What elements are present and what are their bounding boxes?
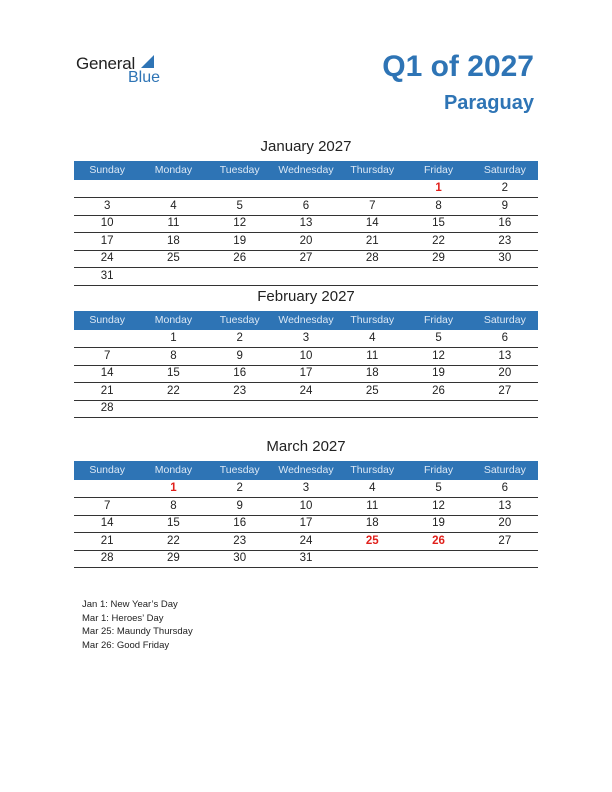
day-cell [405, 550, 471, 567]
week-row [74, 550, 538, 568]
day-cell: 12 [233, 217, 247, 229]
holiday-item: Jan 1: New Year’s Day [82, 599, 178, 610]
day-cell [339, 180, 405, 197]
day-cell: 10 [299, 499, 313, 512]
day-cell: 21 [100, 384, 114, 397]
day-cell: 5 [435, 482, 442, 494]
day-cell: 6 [501, 482, 509, 494]
day-cell: 23 [498, 234, 512, 247]
holiday-date: 1 [435, 182, 442, 194]
day-cell: 31 [299, 552, 313, 564]
weekday-label: Wednesday [278, 464, 334, 476]
day-cell [74, 330, 140, 347]
day-cell: 18 [365, 517, 379, 529]
day-cell: 24 [100, 252, 114, 264]
day-cell [74, 480, 140, 497]
week-row [74, 515, 538, 533]
day-cell: 29 [432, 252, 445, 264]
page-title: Q1 of 2027 [382, 50, 534, 83]
day-cell [472, 550, 538, 567]
week-row [74, 180, 538, 198]
day-cell: 13 [498, 499, 512, 512]
day-cell: 11 [366, 349, 379, 362]
day-cell: 27 [299, 252, 313, 264]
holiday-list [82, 598, 193, 652]
day-cell: 13 [498, 349, 512, 362]
weekday-label: Tuesday [219, 464, 260, 476]
day-cell: 2 [236, 332, 243, 344]
weekday-label: Friday [423, 464, 454, 476]
day-cell: 2 [236, 482, 243, 494]
week-row [74, 330, 538, 348]
day-cell: 27 [498, 534, 512, 547]
day-cell [140, 400, 206, 417]
week-row [74, 250, 538, 268]
day-cell: 31 [100, 269, 114, 282]
day-cell: 3 [302, 332, 310, 344]
day-cell: 22 [432, 234, 445, 247]
day-cell: 17 [299, 367, 313, 379]
day-cell: 23 [233, 384, 247, 397]
day-cell: 15 [432, 217, 445, 229]
weekday-label: Tuesday [219, 164, 260, 176]
day-cell: 24 [299, 534, 313, 547]
country-name: Paraguay [443, 92, 534, 114]
logo-triangle-icon [141, 55, 154, 68]
day-cell: 3 [103, 199, 111, 212]
day-cell: 20 [498, 367, 512, 379]
day-cell: 24 [299, 384, 313, 397]
weekday-label: Saturday [483, 464, 526, 476]
day-cell: 1 [170, 332, 177, 344]
day-cell: 19 [432, 367, 445, 379]
day-cell: 28 [100, 402, 114, 414]
day-cell: 9 [236, 499, 243, 512]
day-cell: 14 [100, 517, 114, 529]
weekday-header [74, 161, 538, 180]
day-cell: 16 [233, 517, 247, 529]
day-cell: 8 [170, 499, 177, 512]
day-cell: 14 [100, 367, 114, 379]
weekday-label: Tuesday [219, 314, 260, 326]
logo [76, 54, 196, 88]
day-cell: 12 [432, 349, 445, 362]
day-cell [273, 180, 339, 197]
day-cell: 7 [103, 349, 111, 362]
day-cell: 20 [299, 234, 313, 247]
weekday-label: Monday [154, 464, 193, 476]
logo-general-text: General [76, 54, 136, 73]
day-cell [140, 180, 206, 197]
day-cell: 30 [498, 252, 512, 264]
day-cell: 11 [366, 499, 379, 512]
week-row [74, 383, 538, 401]
day-cell: 27 [498, 384, 512, 397]
holiday-date: 1 [170, 482, 177, 494]
day-cell: 22 [167, 534, 180, 547]
day-cell: 5 [435, 332, 442, 344]
week-row [74, 348, 538, 366]
weekday-header [74, 311, 538, 330]
day-cell: 8 [435, 199, 442, 212]
weekday-label: Saturday [483, 314, 526, 326]
day-cell: 10 [100, 217, 114, 229]
holiday-item: Mar 26: Good Friday [82, 639, 170, 651]
weekday-label: Sunday [89, 164, 125, 176]
day-cell: 25 [167, 252, 180, 264]
day-cell: 19 [432, 517, 445, 529]
day-cell: 5 [236, 199, 243, 212]
day-cell: 2 [501, 182, 509, 194]
day-cell: 29 [167, 552, 180, 564]
logo-blue-text: Blue [128, 69, 161, 86]
day-cell: 21 [365, 234, 379, 247]
day-cell: 15 [167, 517, 180, 529]
weekday-label: Friday [423, 164, 454, 176]
weekday-label: Friday [423, 314, 454, 326]
holiday-item: Mar 25: Maundy Thursday [82, 626, 193, 637]
weekday-header [74, 461, 538, 480]
weekday-label: Sunday [89, 314, 125, 326]
day-cell [273, 268, 339, 285]
day-cell [339, 400, 405, 417]
day-cell: 3 [302, 482, 310, 494]
week-row [74, 233, 538, 251]
day-cell: 10 [299, 349, 313, 362]
day-cell: 16 [498, 217, 512, 229]
weekday-label: Monday [154, 314, 193, 326]
day-cell [207, 180, 273, 197]
holiday-item: Mar 1: Heroes’ Day [82, 612, 164, 624]
day-cell: 6 [302, 199, 310, 212]
day-cell: 18 [167, 234, 180, 247]
week-row [74, 268, 538, 286]
day-cell: 14 [365, 217, 379, 229]
day-cell: 16 [233, 367, 247, 379]
day-cell: 17 [100, 234, 114, 247]
day-cell: 26 [432, 384, 445, 397]
day-cell: 28 [100, 552, 114, 564]
day-cell: 23 [233, 534, 247, 547]
day-cell: 26 [233, 252, 247, 264]
weekday-label: Thursday [350, 464, 395, 476]
week-row [74, 198, 538, 216]
weekday-label: Wednesday [278, 164, 334, 176]
day-cell: 18 [365, 367, 379, 379]
day-cell: 6 [501, 332, 509, 344]
holiday-date: 26 [432, 534, 445, 547]
day-cell: 22 [167, 384, 180, 397]
day-cell: 9 [501, 199, 509, 212]
day-cell [140, 268, 206, 285]
day-cell [472, 400, 538, 417]
day-cell: 19 [233, 234, 247, 247]
week-row [74, 533, 538, 551]
day-cell: 4 [369, 332, 376, 344]
day-cell [405, 400, 471, 417]
weekday-label: Wednesday [278, 314, 334, 326]
day-cell: 8 [170, 349, 177, 362]
holiday-date: 25 [365, 534, 379, 547]
day-cell: 9 [236, 349, 243, 362]
day-cell [339, 550, 405, 567]
day-cell: 4 [369, 482, 376, 494]
day-cell [339, 268, 405, 285]
weekday-label: Thursday [350, 314, 395, 326]
month-title: January 2027 [260, 138, 352, 155]
weekday-label: Saturday [483, 164, 526, 176]
weekday-label: Monday [154, 164, 193, 176]
day-cell: 28 [365, 252, 379, 264]
day-cell [405, 268, 471, 285]
day-cell: 30 [233, 552, 247, 564]
day-cell [207, 400, 273, 417]
week-row [74, 215, 538, 233]
week-row [74, 498, 538, 516]
day-cell: 25 [365, 384, 379, 397]
day-cell: 12 [432, 499, 445, 512]
day-cell [472, 268, 538, 285]
week-row [74, 400, 538, 418]
month-title: March 2027 [266, 438, 346, 455]
day-cell [273, 400, 339, 417]
day-cell: 11 [167, 217, 180, 229]
week-row [74, 365, 538, 383]
weekday-label: Thursday [350, 164, 395, 176]
day-cell: 7 [103, 499, 111, 512]
day-cell: 4 [170, 199, 177, 212]
day-cell [74, 180, 140, 197]
day-cell: 17 [299, 517, 313, 529]
day-cell: 13 [299, 217, 313, 229]
weekday-label: Sunday [89, 464, 125, 476]
day-cell: 7 [369, 199, 376, 212]
week-row [74, 480, 538, 498]
month-title: February 2027 [257, 288, 355, 305]
day-cell: 21 [100, 534, 114, 547]
day-cell: 15 [167, 367, 180, 379]
day-cell: 20 [498, 517, 512, 529]
day-cell [207, 268, 273, 285]
